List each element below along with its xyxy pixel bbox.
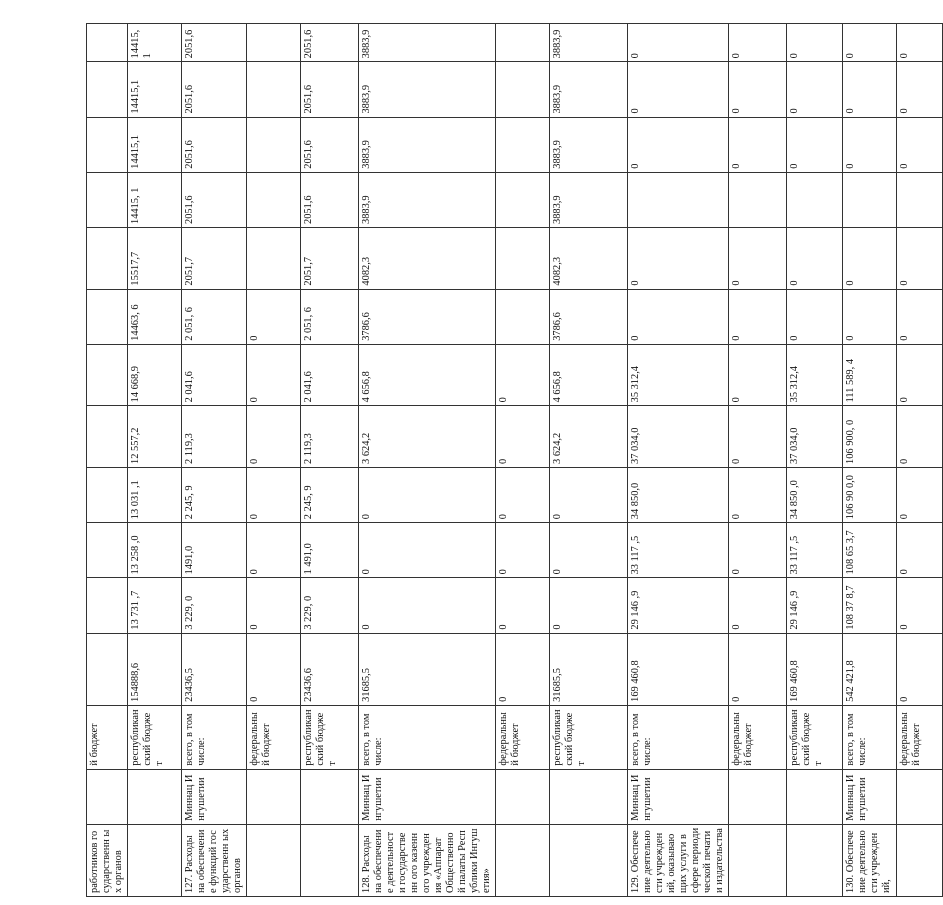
executor-cell — [897, 769, 943, 824]
value-cell: 0 — [729, 289, 787, 344]
value-cell — [247, 117, 301, 172]
value-cell: 0 — [496, 633, 550, 705]
value-cell — [496, 24, 550, 62]
value-cell: 3883,9 — [550, 117, 628, 172]
value-cell: 2 041,6 — [182, 344, 247, 406]
value-cell — [87, 62, 128, 117]
funding-source-cell: всего, в том числе: — [843, 705, 897, 769]
value-cell: 0 — [897, 467, 943, 522]
executor-cell — [550, 769, 628, 824]
value-cell: 154888,6 — [128, 633, 182, 705]
value-cell: 0 — [897, 633, 943, 705]
value-cell — [496, 62, 550, 117]
value-cell: 0 — [550, 523, 628, 578]
value-cell: 0 — [787, 227, 843, 289]
value-cell — [87, 578, 128, 633]
value-cell: 0 — [897, 227, 943, 289]
funding-source-cell: республикан ский бюджет — [128, 705, 182, 769]
value-cell: 3883,9 — [359, 172, 496, 227]
value-cell: 13 258 ,0 — [128, 523, 182, 578]
value-cell: 2 245, 9 — [301, 467, 359, 522]
value-cell: 31685,5 — [359, 633, 496, 705]
value-cell: 3883,9 — [550, 172, 628, 227]
value-cell: 0 — [247, 289, 301, 344]
value-cell: 37 034,0 — [628, 406, 729, 468]
executor-cell — [301, 769, 359, 824]
value-cell: 0 — [247, 523, 301, 578]
value-cell: 0 — [897, 406, 943, 468]
value-cell: 0 — [843, 117, 897, 172]
value-cell: 108 37 8,7 — [843, 578, 897, 633]
value-cell: 0 — [359, 467, 496, 522]
table-row — [729, 24, 787, 897]
table-row — [787, 24, 843, 897]
value-cell: 2 051, 6 — [182, 289, 247, 344]
value-cell: 0 — [247, 578, 301, 633]
value-cell: 2051,6 — [301, 24, 359, 62]
table-row — [550, 24, 628, 897]
value-cell — [247, 62, 301, 117]
value-cell: 23436,5 — [182, 633, 247, 705]
value-cell: 4082,3 — [550, 227, 628, 289]
executor-cell — [247, 769, 301, 824]
value-cell: 13 731 ,7 — [128, 578, 182, 633]
value-cell: 14463, 6 — [128, 289, 182, 344]
funding-source-cell: й бюджет — [87, 705, 128, 769]
value-cell: 3 229, 0 — [182, 578, 247, 633]
value-cell: 0 — [897, 24, 943, 62]
value-cell: 0 — [729, 24, 787, 62]
funding-source-cell: всего, в том числе: — [628, 705, 729, 769]
funding-source-cell: всего, в том числе: — [359, 705, 496, 769]
value-cell — [729, 172, 787, 227]
value-cell — [628, 172, 729, 227]
value-cell: 0 — [496, 523, 550, 578]
value-cell: 2051,6 — [301, 117, 359, 172]
table-row — [843, 24, 897, 897]
value-cell: 13 031 ,1 — [128, 467, 182, 522]
value-cell: 0 — [359, 578, 496, 633]
value-cell: 15517,7 — [128, 227, 182, 289]
executor-cell — [496, 769, 550, 824]
table-row — [359, 24, 496, 897]
value-cell: 3883,9 — [550, 24, 628, 62]
value-cell: 0 — [496, 467, 550, 522]
value-cell: 2 119,3 — [301, 406, 359, 468]
budget-table — [86, 23, 943, 897]
table-row — [128, 24, 182, 897]
value-cell: 0 — [359, 523, 496, 578]
value-cell: 2 041,6 — [301, 344, 359, 406]
value-cell: 0 — [729, 62, 787, 117]
program-cell — [496, 824, 550, 896]
value-cell — [247, 24, 301, 62]
table-row — [247, 24, 301, 897]
value-cell: 3 624,2 — [550, 406, 628, 468]
value-cell — [87, 633, 128, 705]
executor-cell: Миннац Ингушетии — [628, 769, 729, 824]
value-cell: 14 668,9 — [128, 344, 182, 406]
program-cell: 128. Расходы на обеспечение деятельности государственн ого казенного учреждения «Аппарат Общественной палаты Республики Ингушетия» — [359, 824, 496, 896]
program-cell — [550, 824, 628, 896]
value-cell: 108 65 3,7 — [843, 523, 897, 578]
value-cell: 12 557,2 — [128, 406, 182, 468]
value-cell: 14415,1 — [128, 117, 182, 172]
value-cell: 2 245, 9 — [182, 467, 247, 522]
value-cell — [87, 406, 128, 468]
value-cell: 2051,7 — [301, 227, 359, 289]
value-cell: 0 — [247, 406, 301, 468]
value-cell: 3 229, 0 — [301, 578, 359, 633]
value-cell: 106 90 0,0 — [843, 467, 897, 522]
value-cell: 4 656,8 — [359, 344, 496, 406]
funding-source-cell: федеральны й бюджет — [729, 705, 787, 769]
table-row — [301, 24, 359, 897]
value-cell: 3786,6 — [550, 289, 628, 344]
value-cell: 3883,9 — [359, 62, 496, 117]
table-row — [182, 24, 247, 897]
executor-cell: Миннац Ингушетии — [182, 769, 247, 824]
value-cell: 0 — [247, 633, 301, 705]
value-cell: 0 — [628, 24, 729, 62]
value-cell: 4082,3 — [359, 227, 496, 289]
value-cell: 2 051, 6 — [301, 289, 359, 344]
value-cell: 0 — [496, 578, 550, 633]
program-cell — [301, 824, 359, 896]
value-cell — [87, 523, 128, 578]
value-cell: 33 117 ,5 — [628, 523, 729, 578]
value-cell: 0 — [628, 117, 729, 172]
value-cell: 0 — [729, 523, 787, 578]
value-cell: 23436,6 — [301, 633, 359, 705]
value-cell: 169 460,8 — [628, 633, 729, 705]
value-cell: 31685,5 — [550, 633, 628, 705]
value-cell: 33 117 ,5 — [787, 523, 843, 578]
value-cell: 34 850 ,0 — [787, 467, 843, 522]
executor-cell: Миннац Ингушетии — [843, 769, 897, 824]
value-cell: 34 850,0 — [628, 467, 729, 522]
value-cell: 35 312,4 — [787, 344, 843, 406]
value-cell: 0 — [843, 24, 897, 62]
value-cell: 0 — [787, 24, 843, 62]
value-cell — [496, 227, 550, 289]
value-cell: 2051,7 — [182, 227, 247, 289]
executor-cell: Миннац Ингушетии — [359, 769, 496, 824]
table-row — [897, 24, 943, 897]
program-cell: 127. Расходы на обеспечение функций государственн ых органов — [182, 824, 247, 896]
value-cell: 4 656,8 — [550, 344, 628, 406]
value-cell: 0 — [897, 578, 943, 633]
funding-source-cell: федеральны й бюджет — [496, 705, 550, 769]
value-cell: 111 589, 4 — [843, 344, 897, 406]
value-cell — [496, 289, 550, 344]
executor-cell — [128, 769, 182, 824]
value-cell: 2051,6 — [301, 62, 359, 117]
value-cell: 29 146 ,9 — [787, 578, 843, 633]
value-cell: 0 — [897, 62, 943, 117]
value-cell: 14415,1 — [128, 62, 182, 117]
value-cell: 0 — [787, 62, 843, 117]
value-cell: 0 — [729, 467, 787, 522]
value-cell: 0 — [843, 227, 897, 289]
value-cell: 2051,6 — [301, 172, 359, 227]
value-cell: 0 — [550, 467, 628, 522]
value-cell: 0 — [897, 344, 943, 406]
value-cell — [87, 117, 128, 172]
executor-cell — [87, 769, 128, 824]
value-cell — [247, 172, 301, 227]
value-cell — [897, 172, 943, 227]
program-cell: 129. Обеспечение деятельности учреждений, оказывающих услуги в сфере периодической печати и издательства — [628, 824, 729, 896]
value-cell: 0 — [729, 227, 787, 289]
value-cell: 0 — [729, 117, 787, 172]
value-cell: 14415, 1 — [128, 172, 182, 227]
value-cell — [247, 227, 301, 289]
value-cell: 0 — [247, 344, 301, 406]
value-cell: 0 — [729, 344, 787, 406]
funding-source-cell: республикан ский бюджет — [550, 705, 628, 769]
value-cell — [787, 172, 843, 227]
value-cell: 2 119,3 — [182, 406, 247, 468]
executor-cell — [787, 769, 843, 824]
value-cell — [87, 467, 128, 522]
table-body — [87, 24, 943, 897]
program-cell — [787, 824, 843, 896]
value-cell: 2051,6 — [182, 24, 247, 62]
value-cell: 3 624,2 — [359, 406, 496, 468]
value-cell — [87, 289, 128, 344]
value-cell: 169 460,8 — [787, 633, 843, 705]
value-cell: 0 — [897, 117, 943, 172]
value-cell: 106 900, 0 — [843, 406, 897, 468]
value-cell: 2051,6 — [182, 172, 247, 227]
value-cell: 0 — [496, 344, 550, 406]
value-cell: 3883,9 — [359, 24, 496, 62]
value-cell: 3883,9 — [550, 62, 628, 117]
funding-source-cell: республикан ский бюджет — [301, 705, 359, 769]
value-cell: 3786,6 — [359, 289, 496, 344]
value-cell — [496, 172, 550, 227]
value-cell: 3883,9 — [359, 117, 496, 172]
value-cell: 0 — [787, 289, 843, 344]
program-cell: работников государственн ых органов — [87, 824, 128, 896]
value-cell: 0 — [729, 406, 787, 468]
value-cell — [87, 227, 128, 289]
value-cell: 37 034,0 — [787, 406, 843, 468]
program-cell — [128, 824, 182, 896]
table-row — [628, 24, 729, 897]
table-row — [496, 24, 550, 897]
value-cell: 0 — [897, 523, 943, 578]
program-cell: 130. Обеспечение деятельности учреждений, — [843, 824, 897, 896]
value-cell: 0 — [628, 62, 729, 117]
value-cell: 35 312,4 — [628, 344, 729, 406]
value-cell: 0 — [247, 467, 301, 522]
value-cell: 0 — [729, 578, 787, 633]
value-cell: 0 — [897, 289, 943, 344]
value-cell: 14415,1 — [128, 24, 182, 62]
table-row — [87, 24, 128, 897]
value-cell: 0 — [729, 633, 787, 705]
value-cell: 2051,6 — [182, 117, 247, 172]
value-cell: 2051,6 — [182, 62, 247, 117]
value-cell: 0 — [628, 227, 729, 289]
value-cell: 1 491,0 — [301, 523, 359, 578]
value-cell — [843, 172, 897, 227]
program-cell — [729, 824, 787, 896]
value-cell: 1491,0 — [182, 523, 247, 578]
program-cell — [247, 824, 301, 896]
program-cell — [897, 824, 943, 896]
value-cell: 0 — [843, 62, 897, 117]
value-cell: 542 421,8 — [843, 633, 897, 705]
value-cell: 0 — [628, 289, 729, 344]
funding-source-cell: республикан ский бюджет — [787, 705, 843, 769]
value-cell — [87, 172, 128, 227]
value-cell: 0 — [787, 117, 843, 172]
value-cell: 0 — [843, 289, 897, 344]
value-cell — [87, 344, 128, 406]
funding-source-cell: федеральны й бюджет — [897, 705, 943, 769]
value-cell — [87, 24, 128, 62]
value-cell: 0 — [496, 406, 550, 468]
funding-source-cell: всего, в том числе: — [182, 705, 247, 769]
value-cell — [496, 117, 550, 172]
funding-source-cell: федеральны й бюджет — [247, 705, 301, 769]
value-cell: 0 — [550, 578, 628, 633]
value-cell: 29 146 ,9 — [628, 578, 729, 633]
executor-cell — [729, 769, 787, 824]
